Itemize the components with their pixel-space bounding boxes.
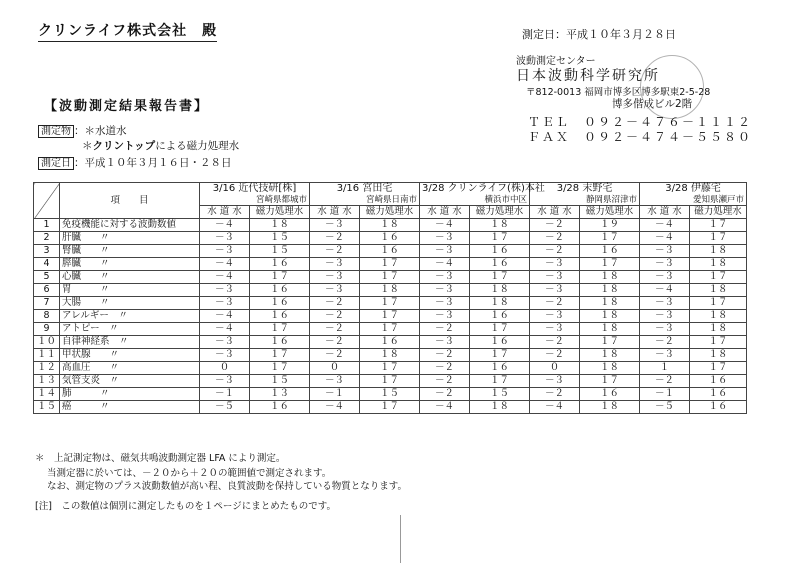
tap-water-value: －２ — [530, 388, 580, 401]
row-item: 高血圧 〃 — [60, 362, 200, 375]
site-header-1 — [200, 183, 310, 206]
magnetic-water-value: １８ — [690, 284, 747, 297]
tap-water-value: －２ — [530, 232, 580, 245]
magnetic-water-value: １７ — [690, 232, 747, 245]
tap-water-value: －１ — [200, 388, 250, 401]
tap-water-value: －３ — [200, 375, 250, 388]
fax-label: ＦＡＸ — [528, 130, 571, 144]
tap-water-value: －１ — [310, 388, 360, 401]
site-header-3 — [420, 183, 545, 206]
tap-water-value: －４ — [200, 271, 250, 284]
magnetic-water-value: １８ — [690, 245, 747, 258]
magnetic-water-value: １７ — [360, 323, 420, 336]
tap-water-value: －４ — [200, 323, 250, 336]
magnetic-water-value: １８ — [580, 271, 640, 284]
row-number: １０ — [34, 336, 60, 349]
magnetic-water-value: １８ — [360, 349, 420, 362]
table-row — [34, 232, 747, 245]
magnetic-water-value: １５ — [360, 388, 420, 401]
tap-water-value: －２ — [310, 310, 360, 323]
tap-water-value: －３ — [420, 336, 470, 349]
sub-tap: 水 道 水 — [420, 206, 470, 219]
magnetic-water-value: １８ — [470, 297, 530, 310]
table-row — [34, 375, 747, 388]
magnetic-water-value: １７ — [360, 401, 420, 414]
row-number: １３ — [34, 375, 60, 388]
row-item: アレルギー 〃 — [60, 310, 200, 323]
row-item: 肺 〃 — [60, 388, 200, 401]
tap-water-value: －２ — [530, 297, 580, 310]
scan-line — [400, 515, 401, 563]
magnetic-water-value: １６ — [580, 245, 640, 258]
magnetic-water-value: １８ — [580, 401, 640, 414]
magnetic-water-value: １６ — [250, 258, 310, 271]
results-table — [33, 182, 747, 414]
magnetic-water-value: １６ — [250, 284, 310, 297]
row-number: 3 — [34, 245, 60, 258]
row-item: 腎臓 〃 — [60, 245, 200, 258]
magnetic-water-value: １７ — [690, 297, 747, 310]
magnetic-water-value: １７ — [360, 310, 420, 323]
tap-water-value: －３ — [310, 219, 360, 232]
tap-water-value: －２ — [530, 336, 580, 349]
tap-water-value: －４ — [640, 232, 690, 245]
sender-address: 〒812-0013 福岡市博多区博多駅東2-5-28 — [526, 87, 711, 98]
magnetic-water-value: １７ — [470, 349, 530, 362]
tap-water-value: －４ — [640, 219, 690, 232]
sub-tap: 水 道 水 — [200, 206, 250, 219]
tap-water-value: －２ — [310, 336, 360, 349]
tap-water-value: －３ — [200, 232, 250, 245]
magnetic-water-value: １７ — [690, 219, 747, 232]
row-number: 5 — [34, 271, 60, 284]
date-label: 測定日 — [38, 157, 74, 170]
tap-water-value: －２ — [310, 349, 360, 362]
magnetic-water-value: １７ — [580, 375, 640, 388]
tap-water-value: －３ — [640, 349, 690, 362]
magnetic-water-value: １８ — [470, 401, 530, 414]
tap-water-value: －３ — [200, 284, 250, 297]
tap-water-value: －３ — [420, 284, 470, 297]
magnetic-water-value: １８ — [580, 310, 640, 323]
header-corner-cell — [34, 183, 60, 219]
tel-number: ０９２－４７６－１１１２ — [584, 115, 753, 129]
row-number: １１ — [34, 349, 60, 362]
site-date: 3/28 末野宅 — [556, 183, 613, 194]
magnetic-water-value: １５ — [250, 232, 310, 245]
magnetic-water-value: １８ — [470, 219, 530, 232]
tap-water-value: －２ — [420, 375, 470, 388]
sub-mag: 磁力処理水 — [470, 206, 530, 219]
magnetic-water-value: １８ — [580, 362, 640, 375]
site-header-5 — [640, 183, 747, 206]
magnetic-water-value: １７ — [250, 271, 310, 284]
table-row — [34, 323, 747, 336]
sub-mag: 磁力処理水 — [360, 206, 420, 219]
row-item: 胃 〃 — [60, 284, 200, 297]
tap-water-value: －３ — [310, 258, 360, 271]
row-item: 気管支炎 〃 — [60, 375, 200, 388]
tap-water-value: －１ — [640, 388, 690, 401]
magnetic-water-value: １８ — [580, 349, 640, 362]
tap-water-value: －３ — [200, 349, 250, 362]
sub-mag: 磁力処理水 — [250, 206, 310, 219]
tap-water-value: －３ — [530, 271, 580, 284]
tap-water-value: －３ — [640, 310, 690, 323]
magnetic-water-value: １７ — [580, 336, 640, 349]
tap-water-value: －２ — [530, 349, 580, 362]
report-title: 【波動測定結果報告書】 — [44, 99, 210, 114]
row-number: 4 — [34, 258, 60, 271]
site-header-2 — [310, 183, 420, 206]
magnetic-water-value: １６ — [360, 336, 420, 349]
sender-department: 波動測定センター — [516, 56, 596, 67]
row-number: 1 — [34, 219, 60, 232]
magnetic-water-value: １６ — [360, 245, 420, 258]
measurement-date-value: 平成１０年３月２８日 — [566, 28, 676, 41]
addressee: クリンライフ株式会社 殿 — [38, 20, 217, 42]
tap-water-value: ０ — [310, 362, 360, 375]
magnetic-water-value: １７ — [250, 349, 310, 362]
tap-water-value: －４ — [310, 401, 360, 414]
fax-number: ０９２－４７４－５５８０ — [584, 130, 753, 144]
tap-water-value: －３ — [640, 245, 690, 258]
measurement-date-label: 測定日： — [522, 28, 566, 41]
table-row — [34, 284, 747, 297]
tap-water-value: －５ — [200, 401, 250, 414]
row-item: 膵臓 〃 — [60, 258, 200, 271]
magnetic-water-value: １６ — [690, 375, 747, 388]
tap-water-value: －４ — [420, 401, 470, 414]
magnetic-water-value: １６ — [250, 401, 310, 414]
sub-tap: 水 道 水 — [530, 206, 580, 219]
tap-water-value: －５ — [640, 401, 690, 414]
magnetic-water-value: １８ — [360, 284, 420, 297]
magnetic-water-value: １７ — [360, 271, 420, 284]
magnetic-water-value: １７ — [250, 323, 310, 336]
magnetic-water-value: １９ — [580, 219, 640, 232]
table-row — [34, 258, 747, 271]
magnetic-water-value: １７ — [470, 375, 530, 388]
magnetic-water-value: １８ — [250, 219, 310, 232]
tap-water-value: －２ — [420, 349, 470, 362]
tap-water-value: －３ — [530, 323, 580, 336]
sub-mag: 磁力処理水 — [580, 206, 640, 219]
measurement-date — [522, 26, 676, 42]
row-item: 肝臓 〃 — [60, 232, 200, 245]
magnetic-water-value: １６ — [250, 297, 310, 310]
tap-water-value: －３ — [640, 297, 690, 310]
magnetic-water-value: １８ — [470, 284, 530, 297]
sub-tap: 水 道 水 — [640, 206, 690, 219]
magnetic-water-value: １６ — [360, 232, 420, 245]
date-value: 平成１０年３月１６日・２８日 — [84, 157, 232, 169]
magnetic-water-value: １５ — [470, 388, 530, 401]
magnetic-water-value: １７ — [470, 232, 530, 245]
tap-water-value: －２ — [310, 245, 360, 258]
site-date: 3/16 宮田宅 — [336, 183, 393, 194]
sender-fax — [528, 128, 752, 145]
site-location: 宮崎県日南市 — [366, 195, 418, 205]
magnetic-water-value: １８ — [690, 349, 747, 362]
row-number: １４ — [34, 388, 60, 401]
tap-water-value: －３ — [310, 375, 360, 388]
tap-water-value: －２ — [530, 219, 580, 232]
site-location: 横浜市中区 — [484, 195, 528, 205]
note-1: ＊ 上記測定物は、磁気共鳴波動測定器 LFA により測定。 — [35, 453, 286, 464]
table-row — [34, 362, 747, 375]
magnetic-water-value: １８ — [580, 284, 640, 297]
tap-water-value: －２ — [420, 362, 470, 375]
site-date: 3/28 伊藤宅 — [665, 183, 721, 194]
sub-mag: 磁力処理水 — [690, 206, 747, 219]
row-item: 癌 〃 — [60, 401, 200, 414]
object-line-1: 測定物 ：＊水道水 — [38, 122, 127, 138]
tap-water-value: －３ — [420, 310, 470, 323]
tap-water-value: －４ — [200, 310, 250, 323]
site-header-4 — [530, 183, 640, 206]
tap-water-value: －３ — [310, 284, 360, 297]
magnetic-water-value: １６ — [250, 336, 310, 349]
magnetic-water-value: １７ — [360, 362, 420, 375]
magnetic-water-value: １６ — [470, 258, 530, 271]
magnetic-water-value: １７ — [360, 297, 420, 310]
tap-water-value: －２ — [420, 388, 470, 401]
magnetic-water-value: １６ — [470, 336, 530, 349]
tap-water-value: －３ — [530, 375, 580, 388]
note-2: 当測定器に於いては、－２０から＋２０の範囲値で測定されます。 — [47, 468, 332, 479]
magnetic-water-value: １８ — [360, 219, 420, 232]
tap-water-value: －３ — [200, 297, 250, 310]
tap-water-value: －２ — [420, 323, 470, 336]
tap-water-value: －３ — [530, 284, 580, 297]
magnetic-water-value: １７ — [470, 271, 530, 284]
object-1: ＊水道水 — [84, 125, 127, 137]
magnetic-water-value: １８ — [580, 323, 640, 336]
tap-water-value: －３ — [200, 245, 250, 258]
site-date: 3/28 クリンライフ(株)本社 — [422, 183, 545, 194]
row-item: 免疫機能に対する波動数値 — [60, 219, 200, 232]
row-number: 6 — [34, 284, 60, 297]
item-header: 項 目 — [60, 183, 200, 219]
table-row — [34, 401, 747, 414]
row-number: １２ — [34, 362, 60, 375]
table-row — [34, 388, 747, 401]
magnetic-water-value: １６ — [470, 362, 530, 375]
magnetic-water-value: １７ — [690, 336, 747, 349]
magnetic-water-value: １６ — [470, 245, 530, 258]
tap-water-value: －４ — [200, 219, 250, 232]
tap-water-value: １ — [640, 362, 690, 375]
magnetic-water-value: １８ — [690, 258, 747, 271]
sender-building: 博多偕成ビル2階 — [612, 98, 693, 110]
object-2-prefix: ＊ — [82, 140, 93, 152]
magnetic-water-value: １８ — [690, 323, 747, 336]
magnetic-water-value: １６ — [250, 310, 310, 323]
tap-water-value: －３ — [420, 245, 470, 258]
site-location: 静岡県沼津市 — [586, 195, 638, 205]
table-row — [34, 271, 747, 284]
row-number: 7 — [34, 297, 60, 310]
tap-water-value: ０ — [530, 362, 580, 375]
magnetic-water-value: １３ — [250, 388, 310, 401]
object-2-suffix: による磁力処理水 — [155, 140, 240, 152]
row-item: 大腸 〃 — [60, 297, 200, 310]
tap-water-value: －２ — [310, 323, 360, 336]
magnetic-water-value: １６ — [580, 388, 640, 401]
sub-tap: 水 道 水 — [310, 206, 360, 219]
table-row — [34, 336, 747, 349]
tap-water-value: －３ — [420, 297, 470, 310]
table-row — [34, 310, 747, 323]
tap-water-value: －４ — [420, 219, 470, 232]
row-number: １５ — [34, 401, 60, 414]
magnetic-water-value: １８ — [580, 297, 640, 310]
tap-water-value: －４ — [420, 258, 470, 271]
tap-water-value: －２ — [640, 336, 690, 349]
date-line: 測定日 ：平成１０年３月１６日・２８日 — [38, 154, 232, 170]
object-2-brand: クリントップ — [92, 140, 156, 152]
magnetic-water-value: １７ — [690, 362, 747, 375]
table-row — [34, 297, 747, 310]
magnetic-water-value: １６ — [690, 388, 747, 401]
row-item: 甲状腺 〃 — [60, 349, 200, 362]
tap-water-value: －３ — [420, 232, 470, 245]
row-number: 8 — [34, 310, 60, 323]
magnetic-water-value: １７ — [360, 258, 420, 271]
table-row — [34, 219, 747, 232]
tap-water-value: －３ — [530, 310, 580, 323]
tap-water-value: －３ — [640, 258, 690, 271]
site-date: 3/16 近代技研[株] — [212, 183, 297, 194]
tap-water-value: －２ — [310, 232, 360, 245]
row-number: 2 — [34, 232, 60, 245]
magnetic-water-value: １８ — [690, 310, 747, 323]
magnetic-water-value: １７ — [470, 323, 530, 336]
tap-water-value: －２ — [640, 375, 690, 388]
tap-water-value: －３ — [640, 271, 690, 284]
table-row — [34, 349, 747, 362]
magnetic-water-value: １５ — [250, 375, 310, 388]
row-item: 自律神経系 〃 — [60, 336, 200, 349]
magnetic-water-value: １６ — [690, 401, 747, 414]
tap-water-value: －３ — [310, 271, 360, 284]
magnetic-water-value: １７ — [360, 375, 420, 388]
magnetic-water-value: １７ — [250, 362, 310, 375]
tap-water-value: －４ — [200, 258, 250, 271]
note-4: [注] この数値は個別に測定したものを１ページにまとめたものです。 — [35, 501, 336, 512]
magnetic-water-value: １７ — [580, 258, 640, 271]
tap-water-value: －３ — [200, 336, 250, 349]
note-3: なお、測定物のプラス波動数値が高い程、良質波動を保持している物質となります。 — [47, 481, 407, 492]
row-item: アトピー 〃 — [60, 323, 200, 336]
object-label: 測定物 — [38, 125, 74, 138]
site-location: 愛知県瀬戸市 — [693, 195, 745, 205]
row-number: 9 — [34, 323, 60, 336]
tap-water-value: －３ — [530, 258, 580, 271]
table-row — [34, 245, 747, 258]
object-line-2 — [82, 138, 239, 153]
row-item: 心臓 〃 — [60, 271, 200, 284]
magnetic-water-value: １７ — [690, 271, 747, 284]
site-location: 宮崎県都城市 — [255, 195, 307, 205]
magnetic-water-value: １６ — [470, 310, 530, 323]
tap-water-value: ０ — [200, 362, 250, 375]
tap-water-value: －３ — [640, 323, 690, 336]
tap-water-value: －２ — [310, 297, 360, 310]
magnetic-water-value: １７ — [580, 232, 640, 245]
magnetic-water-value: １５ — [250, 245, 310, 258]
tap-water-value: －４ — [640, 284, 690, 297]
tap-water-value: －４ — [530, 401, 580, 414]
sender-name: 日本波動科学研究所 — [516, 68, 660, 84]
tel-label: ＴＥＬ — [528, 115, 571, 129]
tap-water-value: －３ — [420, 271, 470, 284]
tap-water-value: －２ — [530, 245, 580, 258]
